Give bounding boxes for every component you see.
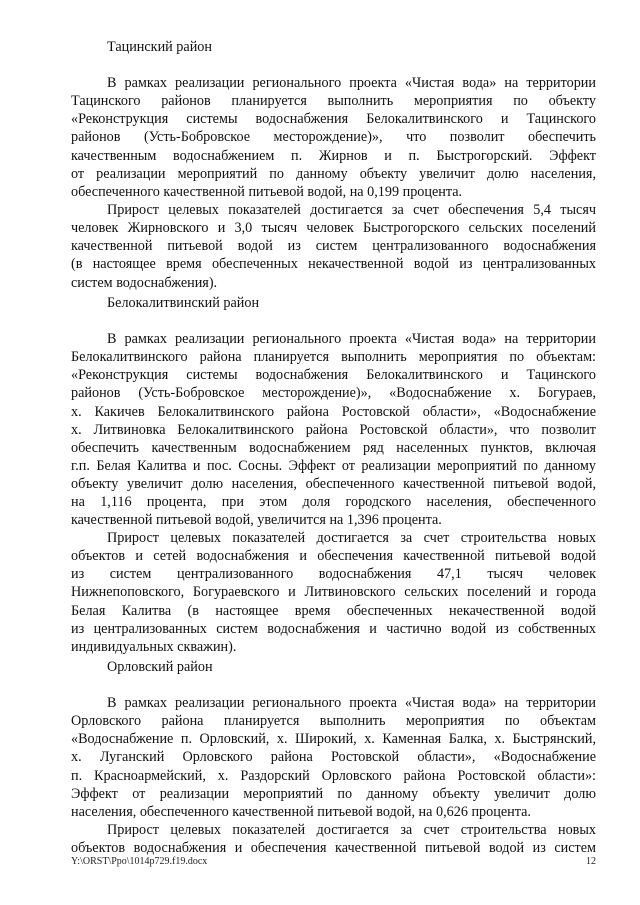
text-line: систем водоснабжения). <box>71 274 218 291</box>
text-line: Нижнепоповского, Богураевского и Литвиновского сельских поселений и города <box>71 584 596 601</box>
paragraph-belokalitvinsky-2 <box>71 529 596 656</box>
page-number: 12 <box>586 856 596 867</box>
text-line: районов (Усть-Бобровское месторождение)», «Водоснабжение х. Богураев, <box>71 385 596 402</box>
text-line: объекту увеличит долю населения, обеспеченного качественной питьевой водой, <box>71 476 596 493</box>
text-line: Орловского района планируется выполнить мероприятия по объектам <box>71 713 596 730</box>
text-line: из систем централизованного водоснабжения 47,1 тысяч человек <box>71 566 596 583</box>
text-line: объектов и сетей водоснабжения и обеспечения качественной питьевой водой <box>71 548 596 565</box>
section-heading-tatsinsky: Тацинский район <box>107 39 212 55</box>
text-line: «Водоснабжение п. Орловский, х. Широкий, х. Каменная Балка, х. Быстрянский, <box>71 731 596 748</box>
text-line: Прирост целевых показателей достигается за счет обеспечения 5,4 тысяч <box>107 202 596 218</box>
text-line: человек Жирновского и 3,0 тысяч человек Быстрогорского сельских поселений <box>71 220 596 237</box>
text-line: обеспечить качественным водоснабжением ряд населенных пунктов, включая <box>71 439 596 456</box>
text-line: на 1,116 процента, при этом доля городского населения, обеспеченного <box>71 494 596 511</box>
text-line: качественной питьевой водой, увеличится на 1,396 процента. <box>71 512 442 529</box>
text-line: от реализации мероприятий по данному объекту увеличит долю населения, <box>71 165 596 182</box>
text-line: (в настоящее время обеспеченных некачественной водой из централизованных <box>71 256 596 273</box>
text-line: Прирост целевых показателей достигается за счет строительства новых <box>107 822 596 838</box>
paragraph-orlovsky-1 <box>71 694 596 821</box>
text-line: х. Какичев Белокалитвинского района Ростовской области», «Водоснабжение <box>71 403 596 420</box>
text-line: населения, обеспеченного качественной питьевой водой, на 0,626 процента. <box>71 803 531 820</box>
text-line: «Реконструкция системы водоснабжения Белокалитвинского и Тацинского <box>71 111 596 128</box>
footer-file-path: Y:\ORST\Ppo\1014p729.f19.docx <box>71 856 208 867</box>
text-line: Эффект от реализации мероприятий по данному объекту увеличит долю <box>71 785 596 802</box>
paragraph-belokalitvinsky-1 <box>71 330 596 530</box>
section-heading-orlovsky: Орловский район <box>107 659 213 675</box>
text-line: В рамках реализации регионального проекта «Чистая вода» на территории <box>107 331 596 347</box>
text-line: Прирост целевых показателей достигается за счет строительства новых <box>107 530 596 546</box>
text-line: индивидуальных скважин). <box>71 638 237 655</box>
text-line: качественным водоснабжением п. Жирнов и п. Быстрогорский. Эффект <box>71 147 596 164</box>
text-line: г.п. Белая Калитва и пос. Сосны. Эффект от реализации мероприятий по данному <box>71 457 596 474</box>
text-line: Белокалитвинского района планируется выполнить мероприятия по объектам: <box>71 349 596 366</box>
text-line: Белая Калитва (в настоящее время обеспеченных некачественной водой <box>71 602 596 619</box>
text-line: х. Литвиновка Белокалитвинского района Ростовской области», что позволит <box>71 421 596 438</box>
section-heading-belokalitvinsky: Белокалитвинский район <box>107 295 260 311</box>
text-line: «Реконструкция системы водоснабжения Белокалитвинского и Тацинского <box>71 367 596 384</box>
text-line: обеспеченного качественной питьевой водой, на 0,199 процента. <box>71 183 463 200</box>
paragraph-tatsinsky-1 <box>71 74 596 201</box>
text-line: В рамках реализации регионального проекта «Чистая вода» на территории <box>107 75 596 91</box>
paragraph-tatsinsky-2 <box>71 201 596 292</box>
text-line: объектов водоснабжения и обеспечения качественной питьевой водой из систем <box>71 840 596 857</box>
text-line: В рамках реализации регионального проекта «Чистая вода» на территории <box>107 695 596 711</box>
text-line: районов (Усть-Бобровское месторождение)», что позволит обеспечить <box>71 129 596 146</box>
text-line: п. Красноармейский, х. Раздорский Орловского района Ростовской области»: <box>71 767 596 784</box>
text-line: х. Луганский Орловского района Ростовской области», «Водоснабжение <box>71 749 596 766</box>
text-line: из централизованных систем водоснабжения и частично водой из собственных <box>71 620 596 637</box>
paragraph-orlovsky-2 <box>71 821 596 857</box>
text-line: качественной питьевой водой из систем централизованного водоснабжения <box>71 238 596 255</box>
text-line: Тацинского районов планируется выполнить мероприятия по объекту <box>71 93 596 110</box>
